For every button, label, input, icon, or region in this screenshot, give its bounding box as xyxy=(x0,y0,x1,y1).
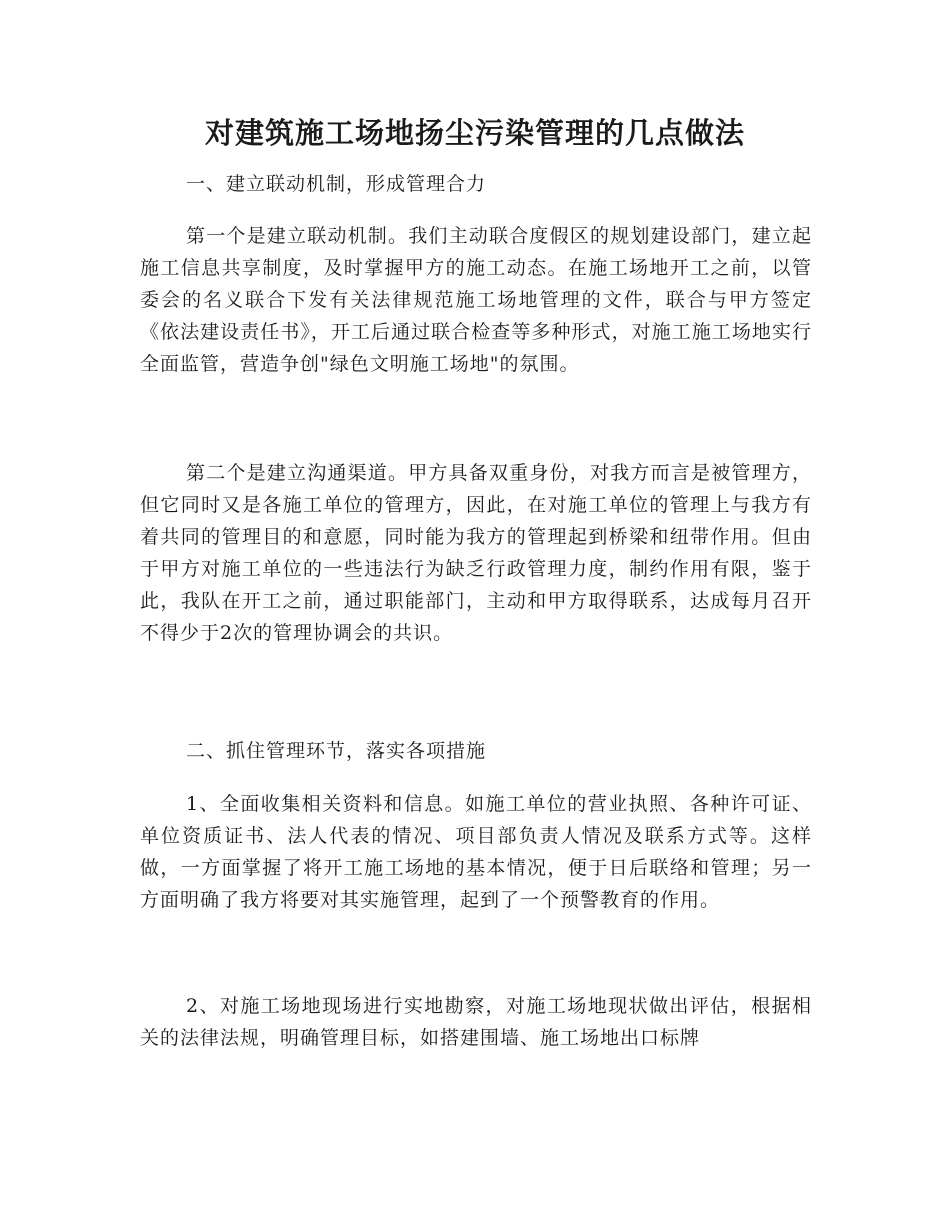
paragraph-linkage-mechanism: 第一个是建立联动机制。我们主动联合度假区的规划建设部门，建立起施工信息共享制度，及时掌握甲方的施工动态。在施工场地开工之前，以管委会的名义联合下发有关法律规范施工场地管理的文件，联合与甲方签定《依法建设责任书》，开工后通过联合检查等多种形式，对施工施工场地实行全面监管，营造争创"绿色文明施工场地"的氛围。 xyxy=(140,225,812,375)
paragraph-communication-channel: 第二个是建立沟通渠道。甲方具备双重身份，对我方而言是被管理方，但它同时又是各施工单位的管理方，因此，在对施工单位的管理上与我方有着共同的管理目的和意愿，同时能为我方的管理起到桥梁和纽带作用。但由于甲方对施工单位的一些违法行为缺乏行政管理力度，制约作用有限，鉴于此，我队在开工之前，通过职能部门，主动和甲方取得联系，达成每月召开不得少于2次的管理协调会的共识。 xyxy=(140,462,812,644)
paragraph-collect-information: 1、全面收集相关资料和信息。如施工单位的营业执照、各种许可证、单位资质证书、法人代表的情况、项目部负责人情况及联系方式等。这样做，一方面掌握了将开工施工场地的基本情况，便于日后联络和管理；另一方面明确了我方将要对其实施管理，起到了一个预警教育的作用。 xyxy=(140,793,812,911)
paragraph-site-survey: 2、对施工场地现场进行实地勘察，对施工场地现状做出评估，根据相关的法律法规，明确管理目标，如搭建围墙、施工场地出口标牌 xyxy=(140,995,812,1049)
section-heading-1: 一、建立联动机制，形成管理合力 xyxy=(186,173,487,195)
section-heading-2: 二、抓住管理环节，落实各项措施 xyxy=(186,740,487,762)
document-title: 对建筑施工场地扬尘污染管理的几点做法 xyxy=(204,116,745,150)
